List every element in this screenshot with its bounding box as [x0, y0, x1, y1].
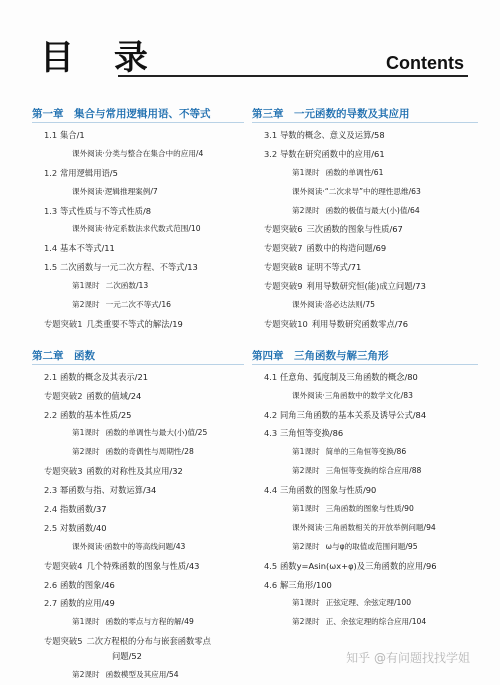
- entry-title: 课外阅读·“二次求导”中的理性思维/63: [292, 186, 421, 196]
- entry-title: 正、余弦定理的综合应用/104: [325, 617, 427, 627]
- toc-topic-entry: [44, 387, 244, 406]
- entry-title: 利用导数研究恒(能)成立问题/73: [306, 281, 426, 292]
- entry-number: 第1课时: [292, 167, 320, 177]
- entry-number: 专题突破6: [264, 224, 303, 235]
- entry-number: 第1课时: [72, 281, 100, 291]
- toc-topic-entry: [44, 557, 244, 576]
- toc-section-entry: [32, 519, 244, 538]
- entry-title: 函数的奇偶性与周期性/28: [105, 447, 194, 457]
- entry-title: 导数在研究函数中的应用/61: [280, 148, 385, 159]
- toc-topic-entry: [44, 462, 244, 481]
- entry-number: 专题突破4: [44, 560, 83, 571]
- toc-column-left: [32, 106, 244, 685]
- toc-section-entry: [32, 126, 244, 145]
- entry-title: 等式性质与不等式性质/8: [60, 205, 152, 216]
- entry-title: 二次方程根的分布与嵌套函数零点: [86, 636, 211, 647]
- entry-title: 函数的概念及其表示/21: [60, 371, 149, 382]
- entry-number: 第1课时: [292, 504, 320, 514]
- entry-number: 专题突破8: [264, 262, 303, 273]
- entry-title: 三角恒等变换的综合应用/88: [325, 466, 422, 476]
- chapter-heading: 第二章 函数: [32, 348, 244, 365]
- entry-number: 第2课时: [72, 447, 100, 457]
- entry-number: 第2课时: [72, 300, 100, 310]
- entry-title-continued: 问题/52: [112, 651, 142, 662]
- toc-section-entry: [252, 145, 478, 164]
- toc-section-entry: [32, 500, 244, 519]
- entry-title: 函数的单调性/61: [325, 167, 384, 177]
- toc-topic-entry: [44, 315, 244, 334]
- entry-number: 1.1: [44, 130, 58, 140]
- toc-section-entry: [32, 164, 244, 183]
- toc-lesson-entry: [72, 277, 244, 296]
- toc-column-right: [252, 106, 478, 632]
- entry-number: 4.6: [264, 579, 278, 590]
- entry-number: 专题突破5: [44, 636, 83, 647]
- entry-number: 2.4: [44, 504, 58, 515]
- toc-section-entry: [32, 368, 244, 387]
- entry-title: 函数的单调性与最大(小)值/25: [105, 428, 208, 438]
- entry-number: 4.5: [264, 560, 278, 571]
- toc-section-entry: [32, 481, 244, 500]
- chapter-heading: 第一章 集合与常用逻辑用语、不等式: [32, 106, 244, 123]
- toc-lesson-entry: [292, 500, 478, 519]
- title-underline: [118, 75, 468, 77]
- entry-title: 二次函数/13: [105, 281, 149, 291]
- page-subtitle: Contents: [386, 53, 464, 73]
- toc-reading-entry: [292, 296, 478, 315]
- toc-reading-entry: [72, 183, 244, 202]
- entry-number: 3.2: [264, 148, 278, 159]
- entry-title: 集合/1: [60, 130, 85, 140]
- entry-number: 2.5: [44, 522, 58, 533]
- entry-title: 函数模型及其应用/54: [105, 670, 179, 680]
- entry-number: 专题突破7: [264, 243, 303, 254]
- toc-section-entry: [252, 406, 478, 425]
- toc-lesson-entry: [292, 613, 478, 632]
- toc-section-entry: [252, 424, 478, 443]
- entry-number: 2.2: [44, 409, 58, 420]
- toc-lesson-entry: [292, 202, 478, 221]
- toc-lesson-entry: [292, 443, 478, 462]
- chapter-heading: 第三章 一元函数的导数及其应用: [252, 106, 478, 123]
- toc-lesson-entry: [292, 594, 478, 613]
- entry-number: 2.7: [44, 598, 58, 609]
- entry-title: 同角三角函数的基本关系及诱导公式/84: [280, 409, 427, 420]
- toc-reading-entry: [292, 387, 478, 406]
- entry-title: 对数函数/40: [60, 522, 107, 533]
- toc-lesson-entry: [292, 538, 478, 557]
- toc-section-entry: [252, 126, 478, 145]
- entry-title: 函数的应用/49: [60, 598, 115, 609]
- entry-title: 解三角形/100: [280, 579, 332, 590]
- entry-number: 第2课时: [292, 466, 320, 476]
- toc-section-entry: [32, 594, 244, 613]
- toc-lesson-entry: [292, 462, 478, 481]
- entry-title: 二次函数与一元二次方程、不等式/13: [60, 262, 198, 273]
- entry-title: 三角恒等变换/86: [280, 428, 344, 439]
- entry-title: 函数的图象/46: [60, 579, 115, 590]
- entry-title: 三角函数的图象与性质/90: [325, 504, 414, 514]
- entry-title: 课外阅读·逻辑推理案例/7: [72, 186, 158, 196]
- entry-number: 专题突破10: [264, 318, 308, 329]
- entry-number: 1.2: [44, 167, 58, 178]
- toc-lesson-entry: [72, 424, 244, 443]
- entry-title: 函数中的构造问题/69: [306, 243, 387, 254]
- page-title: 目 录: [40, 38, 162, 78]
- entry-title: 课外阅读·三角函数中的数学文化/83: [292, 390, 413, 400]
- entry-number: 第2课时: [292, 205, 320, 215]
- entry-title: 三角函数的图象与性质/90: [280, 485, 377, 496]
- entry-number: 专题突破3: [44, 466, 83, 477]
- entry-title: ω与φ的取值或范围问题/95: [325, 541, 418, 551]
- toc-section-entry: [32, 239, 244, 258]
- chapter-gap: [252, 334, 478, 348]
- toc-reading-entry: [292, 183, 478, 202]
- entry-title: 课外阅读·函数中的等高线问题/43: [72, 541, 186, 551]
- entry-number: 1.3: [44, 205, 58, 216]
- entry-title: 函数的零点与方程的解/49: [105, 617, 194, 627]
- entry-title: 证明不等式/71: [306, 262, 362, 273]
- toc-section-entry: [32, 406, 244, 425]
- toc-section-entry: [32, 202, 244, 221]
- entry-number: 第1课时: [292, 598, 320, 608]
- entry-title: 函数的极值与最大(小)值/64: [325, 205, 420, 215]
- entry-title: 导数的概念、意义及运算/58: [280, 130, 385, 140]
- entry-title: 课外阅读·三角函数相关的开放举例问题/94: [292, 522, 436, 532]
- entry-number: 第2课时: [292, 541, 320, 551]
- entry-number: 2.1: [44, 371, 58, 382]
- entry-number: 第1课时: [292, 447, 320, 457]
- entry-number: 4.1: [264, 371, 278, 382]
- toc-section-entry: [252, 576, 478, 595]
- entry-number: 第2课时: [72, 670, 100, 680]
- toc-topic-entry: [264, 258, 478, 277]
- toc-lesson-entry: [72, 613, 244, 632]
- toc-section-entry: [252, 368, 478, 387]
- toc-topic-entry: [44, 632, 244, 666]
- chapter-heading: 第四章 三角函数与解三角形: [252, 348, 478, 365]
- entry-number: 4.2: [264, 409, 278, 420]
- entry-title: 利用导数研究函数零点/76: [311, 318, 409, 329]
- entry-number: 1.5: [44, 262, 58, 273]
- entry-title: 指数函数/37: [60, 504, 107, 515]
- toc-section-entry: [252, 557, 478, 576]
- entry-title: 一元二次不等式/16: [105, 300, 172, 310]
- entry-title: 函数的基本性质/25: [60, 409, 132, 420]
- entry-title: 课外阅读·分类与整合在集合中的应用/4: [72, 148, 204, 158]
- page-header: [0, 0, 500, 92]
- entry-number: 2.6: [44, 579, 58, 590]
- watermark: 知乎 @有问题找找学姐: [346, 651, 470, 665]
- toc-reading-entry: [72, 220, 244, 239]
- toc-reading-entry: [292, 519, 478, 538]
- toc-topic-entry: [264, 239, 478, 258]
- entry-title: 正弦定理、余弦定理/100: [325, 598, 412, 608]
- entry-title: 幂函数与指、对数运算/34: [60, 485, 157, 496]
- toc-section-entry: [32, 258, 244, 277]
- toc-topic-entry: [264, 315, 478, 334]
- entry-title: 基本不等式/11: [60, 243, 115, 254]
- toc-topic-entry: [264, 220, 478, 239]
- toc-section-entry: [32, 576, 244, 595]
- toc-section-entry: [252, 481, 478, 500]
- toc-reading-entry: [72, 538, 244, 557]
- entry-title: 课外阅读·待定系数法求代数式范围/10: [72, 224, 201, 234]
- entry-title: 几个特殊函数的图象与性质/43: [86, 560, 200, 571]
- entry-title: 几类重要不等式的解法/19: [86, 318, 183, 329]
- entry-title: 函数的对称性及其应用/32: [86, 466, 183, 477]
- entry-number: 专题突破1: [44, 318, 83, 329]
- toc-topic-entry: [264, 277, 478, 296]
- entry-number: 第1课时: [72, 617, 100, 627]
- entry-title: 函数的值域/24: [86, 390, 142, 401]
- entry-number: 1.4: [44, 243, 58, 254]
- entry-number: 4.4: [264, 485, 278, 496]
- entry-number: 第1课时: [72, 428, 100, 438]
- entry-title: 任意角、弧度制及三角函数的概念/80: [280, 371, 418, 382]
- chapter-gap: [32, 334, 244, 348]
- toc-reading-entry: [72, 145, 244, 164]
- entry-number: 3.1: [264, 130, 278, 140]
- entry-number: 4.3: [264, 428, 278, 439]
- toc-lesson-entry: [72, 443, 244, 462]
- entry-number: 2.3: [44, 485, 58, 496]
- entry-title: 函数y=Asin(ωx+φ)及三角函数的应用/96: [280, 560, 437, 571]
- entry-number: 专题突破2: [44, 390, 83, 401]
- toc-lesson-entry: [292, 164, 478, 183]
- entry-title: 常用逻辑用语/5: [60, 167, 118, 178]
- entry-title: 三次函数的图象与性质/67: [306, 224, 403, 235]
- entry-number: 专题突破9: [264, 281, 303, 292]
- entry-title: 课外阅读·洛必达法则/75: [292, 300, 375, 310]
- toc-lesson-entry: [72, 296, 244, 315]
- entry-number: 第2课时: [292, 617, 320, 627]
- entry-title: 简单的三角恒等变换/86: [325, 447, 407, 457]
